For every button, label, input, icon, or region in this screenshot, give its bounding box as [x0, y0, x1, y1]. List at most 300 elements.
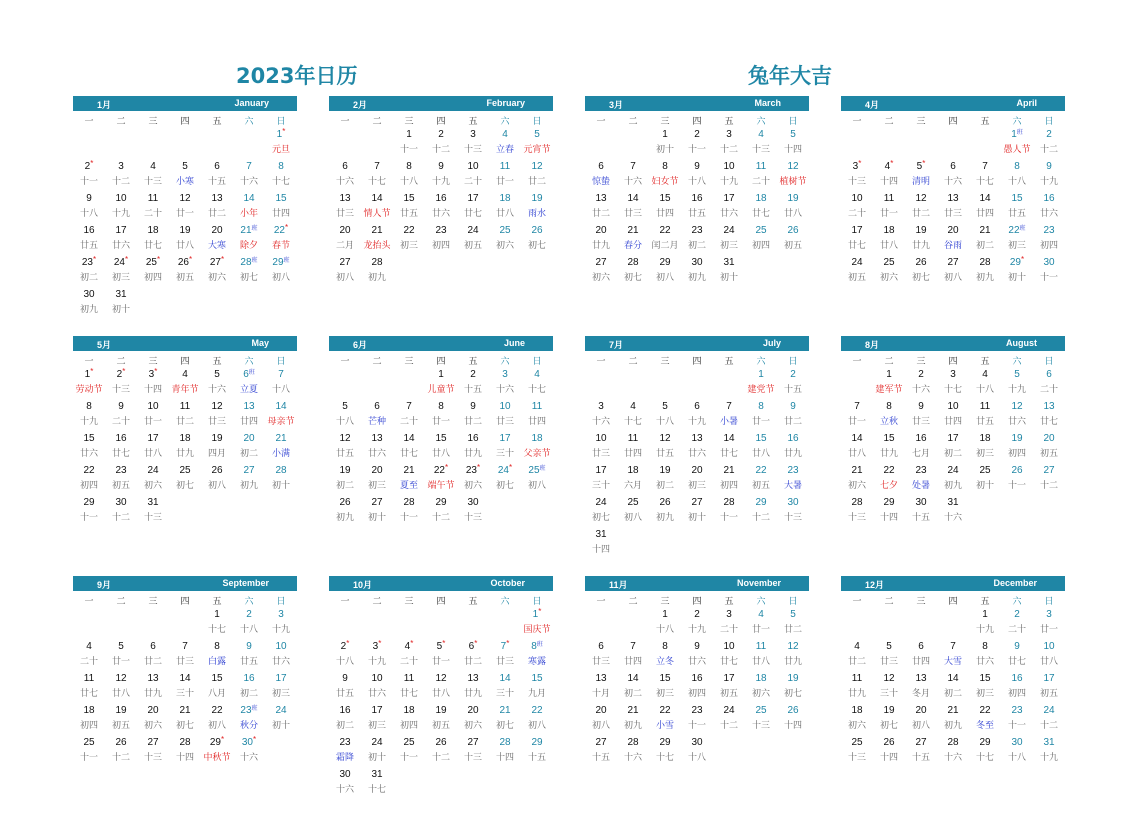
day-cell [521, 672, 553, 704]
day-number: 18 [851, 705, 863, 716]
day-number: 31 [1043, 737, 1055, 748]
month-header [73, 96, 297, 111]
day-number: 13 [595, 673, 607, 684]
day-cell [265, 256, 297, 288]
lunar-label: 春节 [271, 241, 290, 251]
day-number: 19 [339, 465, 351, 476]
lunar-label: 初三 [367, 721, 386, 731]
day-number: 21 [371, 225, 383, 236]
day-number: 9 [470, 401, 476, 412]
lunar-label: 十七 [975, 753, 994, 763]
lunar-label: 初五 [111, 481, 130, 491]
day-number: 25 [755, 705, 767, 716]
day-number: 3* [852, 159, 862, 172]
day-number: 9 [1014, 641, 1020, 652]
month-header [841, 96, 1065, 111]
day-cell [1033, 192, 1065, 224]
day-number: 2 [1014, 609, 1020, 620]
weekday-label: 五 [468, 117, 478, 127]
month-2 [329, 96, 553, 336]
lunar-label: 十六 [207, 385, 226, 395]
weekday-label: 一 [340, 117, 350, 127]
day-number: 4 [982, 369, 988, 380]
day-number: 1 [886, 369, 892, 380]
lunar-label: 廿九 [783, 449, 802, 459]
day-number: 29 [883, 497, 895, 508]
lunar-label: 初六 [207, 273, 226, 283]
day-number: 7* [500, 639, 510, 652]
day-number: 14 [275, 401, 287, 412]
weekday-label: 二 [628, 357, 638, 367]
day-number: 8 [406, 161, 412, 172]
lunar-label: 十二 [431, 145, 450, 155]
day-number: 23 [115, 465, 127, 476]
month-header [585, 96, 809, 111]
month-1 [73, 96, 297, 336]
lunar-label: 二十 [1007, 625, 1026, 635]
day-cell [265, 224, 297, 256]
day-number: 16 [787, 433, 799, 444]
lunar-label: 十四 [591, 545, 610, 555]
lunar-label: 十三 [847, 513, 866, 523]
lunar-label: 初七 [783, 689, 802, 699]
day-number: 23 [339, 737, 351, 748]
day-number: 4* [884, 159, 894, 172]
day-cell [777, 128, 809, 160]
day-number: 18 [499, 193, 511, 204]
day-number: 10 [595, 433, 607, 444]
lunar-label: 初四 [751, 241, 770, 251]
lunar-label: 十六 [943, 177, 962, 187]
lunar-label: 初二 [943, 449, 962, 459]
weekday-label: 四 [948, 117, 958, 127]
lunar-label: 初八 [207, 481, 226, 491]
lunar-label: 廿七 [719, 449, 738, 459]
day-number: 13 [467, 673, 479, 684]
day-number: 27 [691, 497, 703, 508]
lunar-label: 寒露 [527, 657, 546, 667]
day-number: 26 [531, 225, 543, 236]
lunar-label: 初四 [719, 481, 738, 491]
month-4 [841, 96, 1058, 336]
day-number: 17 [467, 193, 479, 204]
lunar-label: 廿三 [623, 209, 642, 219]
day-number: 18 [179, 433, 191, 444]
day-number: 15 [883, 433, 895, 444]
day-number: 18 [755, 193, 767, 204]
lunar-label: 十九 [975, 625, 994, 635]
day-number: 5 [790, 129, 796, 140]
lunar-label: 谷雨 [943, 241, 962, 251]
day-number: 17 [275, 673, 287, 684]
day-cell [521, 432, 553, 464]
day-cell [1033, 128, 1065, 160]
day-number: 6 [598, 161, 604, 172]
lunar-label: 十九 [719, 177, 738, 187]
lunar-label: 建党节 [747, 385, 775, 395]
lunar-label: 初十 [367, 513, 386, 523]
day-number: 24* [497, 463, 513, 476]
lunar-label: 廿九 [911, 241, 930, 251]
day-number: $21^班$ [240, 225, 258, 236]
lunar-label: 廿七 [751, 209, 770, 219]
weekday-label: 一 [596, 597, 606, 607]
day-number: 14 [499, 673, 511, 684]
day-number: 24 [947, 465, 959, 476]
lunar-label: 初九 [687, 273, 706, 283]
day-cell [1033, 368, 1065, 400]
lunar-label: 初二 [655, 481, 674, 491]
weekday-label: 日 [788, 117, 798, 127]
month-name: February [486, 98, 525, 108]
day-number: 16 [435, 193, 447, 204]
lunar-label: 十五 [591, 753, 610, 763]
weekday-label: 二 [372, 357, 382, 367]
lunar-label: 廿二 [463, 657, 482, 667]
lunar-label: 二十 [111, 417, 130, 427]
month-header [73, 576, 297, 591]
day-number: 10 [499, 401, 511, 412]
day-number: 21 [851, 465, 863, 476]
weekday-label: 六 [1012, 117, 1022, 127]
day-number: 1* [276, 127, 286, 140]
day-number: 6 [950, 161, 956, 172]
lunar-label: 清明 [911, 177, 930, 187]
day-number: 16 [915, 433, 927, 444]
day-number: 2* [84, 159, 94, 172]
day-number: 19 [531, 193, 543, 204]
lunar-label: 十四 [495, 753, 514, 763]
lunar-label: 芒种 [367, 417, 386, 427]
day-number: 17 [947, 433, 959, 444]
weekday-label: 四 [692, 357, 702, 367]
day-number: 20 [1043, 433, 1055, 444]
lunar-label: 初八 [335, 273, 354, 283]
day-cell [265, 608, 297, 640]
workday-mark: 班 [251, 258, 258, 264]
lunar-label: 廿一 [175, 209, 194, 219]
weekday-label: 六 [756, 117, 766, 127]
lunar-label: 青年节 [171, 385, 199, 395]
day-number: 6 [374, 401, 380, 412]
day-number: 23 [435, 225, 447, 236]
lunar-label: 廿四 [623, 449, 642, 459]
lunar-label: 初六 [463, 481, 482, 491]
day-number: $22^班$ [1008, 225, 1026, 236]
lunar-label: 初二 [239, 689, 258, 699]
day-number: 26 [915, 257, 927, 268]
day-number: 12 [883, 673, 895, 684]
lunar-label: 三十 [495, 449, 514, 459]
lunar-label: 十三 [463, 145, 482, 155]
day-number: 8 [214, 641, 220, 652]
day-number: 7 [374, 161, 380, 172]
day-number: 7 [950, 641, 956, 652]
day-number: 29 [659, 257, 671, 268]
weekday-label: 四 [180, 357, 190, 367]
day-number: 25 [627, 497, 639, 508]
day-number: 28 [371, 257, 383, 268]
lunar-label: 廿三 [591, 657, 610, 667]
day-number: 29 [435, 497, 447, 508]
lunar-label: 廿五 [399, 209, 418, 219]
lunar-label: 廿五 [79, 241, 98, 251]
month-name: December [993, 578, 1037, 588]
day-number: 13 [947, 193, 959, 204]
day-number: 20 [595, 705, 607, 716]
lunar-label: 白露 [207, 657, 226, 667]
month-name: September [222, 578, 269, 588]
lunar-label: 廿六 [79, 449, 98, 459]
weekday-label: 六 [756, 357, 766, 367]
weekday-label: 四 [692, 117, 702, 127]
lunar-label: 闰二月 [651, 241, 679, 251]
day-number: 7 [854, 401, 860, 412]
lunar-label: 大寒 [207, 241, 226, 251]
lunar-label: 初四 [1039, 241, 1058, 251]
lunar-label: 十六 [335, 177, 354, 187]
lunar-label: 初九 [623, 721, 642, 731]
lunar-label: 廿五 [239, 657, 258, 667]
day-number: 28 [723, 497, 735, 508]
day-number: 4 [150, 161, 156, 172]
lunar-label: 廿七 [1039, 417, 1058, 427]
lunar-label: 廿九 [847, 689, 866, 699]
lunar-label: 中秋节 [203, 753, 231, 763]
lunar-label: 初四 [79, 721, 98, 731]
day-number: 9 [86, 193, 92, 204]
weekday-label: 日 [1044, 357, 1054, 367]
lunar-label: 廿六 [687, 657, 706, 667]
lunar-label: 廿五 [1007, 209, 1026, 219]
day-number: 21 [627, 225, 639, 236]
day-number: 3 [1046, 609, 1052, 620]
holiday-mark: * [90, 367, 94, 376]
holiday-mark: * [890, 159, 894, 168]
day-number: 16 [691, 673, 703, 684]
workday-mark: 班 [251, 706, 258, 712]
day-number: 3 [470, 129, 476, 140]
day-number: 11 [627, 433, 639, 444]
lunar-label: 立秋 [879, 417, 898, 427]
weekday-label: 二 [372, 117, 382, 127]
month-header [841, 336, 1065, 351]
day-number: 30 [339, 769, 351, 780]
day-cell [265, 400, 297, 432]
page-subtitle: 兔年大吉 [748, 64, 832, 88]
lunar-label: 廿六 [431, 209, 450, 219]
day-number: 5 [214, 369, 220, 380]
day-cell [265, 704, 297, 736]
month-number: 7月 [609, 340, 624, 350]
day-number: 14 [627, 193, 639, 204]
day-number: 1 [214, 609, 220, 620]
lunar-label: 初七 [879, 721, 898, 731]
lunar-label: 雨水 [527, 209, 546, 219]
weekday-label: 日 [532, 117, 542, 127]
workday-mark: 班 [248, 370, 255, 376]
day-number: 15 [659, 673, 671, 684]
weekday-label: 三 [916, 117, 926, 127]
lunar-label: 十九 [687, 417, 706, 427]
weekday-label: 一 [84, 597, 94, 607]
month-6 [329, 336, 553, 576]
lunar-label: 十四 [879, 513, 898, 523]
day-number: 13 [1043, 401, 1055, 412]
day-number: 24 [851, 257, 863, 268]
lunar-label: 廿八 [431, 449, 450, 459]
day-number: 23 [915, 465, 927, 476]
day-number: 13 [595, 193, 607, 204]
day-number: 22 [531, 705, 543, 716]
day-number: 3 [278, 609, 284, 620]
day-number: 9 [918, 401, 924, 412]
day-cell [1033, 736, 1065, 768]
day-number: 23* [465, 463, 481, 476]
day-number: 2 [438, 129, 444, 140]
weekday-label: 五 [980, 117, 990, 127]
day-number: 2 [694, 609, 700, 620]
day-number: 17 [723, 193, 735, 204]
day-number: 16 [339, 705, 351, 716]
day-number: 27 [1043, 465, 1055, 476]
lunar-label: 小年 [239, 209, 258, 219]
day-cell [521, 192, 553, 224]
day-cell [585, 528, 617, 560]
lunar-label: 初九 [655, 513, 674, 523]
day-number: 15 [659, 193, 671, 204]
day-number: 15 [211, 673, 223, 684]
lunar-label: 十八 [335, 657, 354, 667]
day-number: 27 [339, 257, 351, 268]
day-number: 4 [502, 129, 508, 140]
day-number: 27* [209, 255, 225, 268]
day-number: 29 [979, 737, 991, 748]
holiday-mark: * [477, 463, 481, 472]
day-number: 18 [979, 433, 991, 444]
lunar-label: 十三 [463, 513, 482, 523]
lunar-label: 廿二 [591, 209, 610, 219]
day-number: 23 [1043, 225, 1055, 236]
weekday-label: 六 [244, 117, 254, 127]
day-number: 11 [147, 193, 159, 204]
day-number: 11 [755, 161, 767, 172]
day-number: 10 [723, 641, 735, 652]
day-number: 31 [147, 497, 159, 508]
lunar-label: 处暑 [911, 481, 930, 491]
lunar-label: 十三 [751, 145, 770, 155]
day-number: 28 [179, 737, 191, 748]
day-number: 27 [947, 257, 959, 268]
lunar-label: 初十 [687, 513, 706, 523]
lunar-label: 十五 [911, 513, 930, 523]
day-number: 21 [947, 705, 959, 716]
day-number: 17 [595, 465, 607, 476]
day-cell [265, 464, 297, 496]
lunar-label: 初二 [335, 481, 354, 491]
lunar-label: 十九 [271, 625, 290, 635]
lunar-label: 廿四 [655, 209, 674, 219]
day-number: 11 [179, 401, 191, 412]
lunar-label: 廿八 [879, 241, 898, 251]
lunar-label: 十六 [239, 753, 258, 763]
day-number: 11 [883, 193, 895, 204]
day-number: 11 [531, 401, 543, 412]
day-cell [681, 736, 713, 768]
lunar-label: 十一 [1007, 481, 1026, 491]
day-number: 30 [83, 289, 95, 300]
lunar-label: 除夕 [239, 241, 258, 251]
holiday-mark: * [221, 255, 225, 264]
day-number: 22 [83, 465, 95, 476]
day-cell [1033, 608, 1065, 640]
lunar-label: 植树节 [779, 177, 807, 187]
lunar-label: 初十 [111, 305, 130, 315]
lunar-label: 十六 [623, 753, 642, 763]
holiday-mark: * [509, 463, 513, 472]
month-8 [841, 336, 1058, 576]
lunar-label: 初三 [687, 481, 706, 491]
day-cell [1033, 256, 1065, 288]
day-number: 7 [406, 401, 412, 412]
holiday-mark: * [154, 367, 158, 376]
day-number: 11 [403, 673, 415, 684]
day-number: 19 [435, 705, 447, 716]
lunar-label: 十五 [783, 385, 802, 395]
day-number: 20 [595, 225, 607, 236]
day-number: $1^班$ [1011, 129, 1023, 140]
day-number: 8 [662, 161, 668, 172]
day-number: 14 [179, 673, 191, 684]
day-number: 13 [371, 433, 383, 444]
day-number: 6 [214, 161, 220, 172]
workday-mark: 班 [1019, 226, 1026, 232]
lunar-label: 小寒 [175, 177, 194, 187]
lunar-label: 国庆节 [523, 625, 551, 635]
day-cell [1033, 640, 1065, 672]
workday-mark: 班 [536, 642, 543, 648]
lunar-label: 初十 [271, 721, 290, 731]
day-number: 21 [403, 465, 415, 476]
day-number: 24 [1043, 705, 1055, 716]
lunar-label: 十八 [975, 385, 994, 395]
lunar-label: 初二 [239, 449, 258, 459]
day-number: $23^班$ [240, 705, 258, 716]
day-number: 27 [595, 737, 607, 748]
day-number: 20 [211, 225, 223, 236]
lunar-label: 廿九 [879, 449, 898, 459]
day-number: 19 [787, 673, 799, 684]
day-number: 24 [147, 465, 159, 476]
day-number: 28 [627, 737, 639, 748]
day-number: 18 [755, 673, 767, 684]
day-number: 30 [691, 737, 703, 748]
lunar-label: 初六 [847, 721, 866, 731]
day-number: 18 [147, 225, 159, 236]
lunar-label: 端午节 [427, 481, 455, 491]
holiday-mark: * [122, 367, 126, 376]
day-cell [777, 368, 809, 400]
day-number: 1 [438, 369, 444, 380]
day-number: 15 [531, 673, 543, 684]
day-number: 22 [403, 225, 415, 236]
lunar-label: 初五 [751, 481, 770, 491]
lunar-label: 初七 [495, 481, 514, 491]
lunar-label: 初八 [911, 721, 930, 731]
day-number: 17 [851, 225, 863, 236]
day-number: 10 [851, 193, 863, 204]
month-number: 2月 [353, 100, 368, 110]
